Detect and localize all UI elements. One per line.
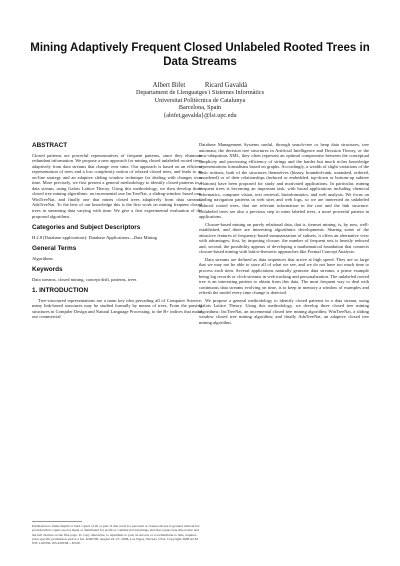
- author-1: Albert Bifet: [152, 82, 186, 89]
- categories-text: H.2.8 [Database applications]: Database Applications—Data Mining: [32, 234, 157, 240]
- left-column: [32, 142, 202, 322]
- keywords-heading: Keywords: [32, 266, 63, 274]
- author-email: {abifet,gavalda}@lsi.upc.edu: [163, 111, 237, 119]
- general-terms-heading: General Terms: [32, 245, 77, 253]
- copyright-footnote: [32, 521, 202, 545]
- paper-title: Mining Adaptively Frequent Closed Unlabeled Rooted Trees in Data Streams: [30, 42, 370, 68]
- general-terms-text: Algorithms: [32, 255, 53, 261]
- methodology-paragraph: We propose a general methodology to identify closed patterns in a data stream, using Galois Lattice Theory. Using this methodology, we develop three closed tree mining algorithms: IncTreeNat, an incremental closed tree mining algorithm; WinTreeNat, a sliding window closed tree mining algorithm; and finally AdaTreeNat, an adaptive closed tree mining algorithm.: [199, 297, 369, 325]
- intro-paragraph-continued: Database Management Systems useful, through search-tree or heap data structures, tree automata, the decision tree structures in Artificial Intelligence and Decision Theory, or the now-ubiquitous XML, they often represent an optimal compromise between the conceptual simplicity and processing efficiency of strings and the harder but much richer knowledge representations formalisms based on graphs. Accordingly, a wealth of slight variations of the basic notions, both of the structures themselves (binary, bounded-rank, unranked, ordered, unordered) or of their relationships (induced or embedded, top-down or bottom-up subtree relations) have been proposed for study and motivated applications. In particular, mining frequent trees is becoming an important task, with broad applications including chemical informatics, computer vision, text retrieval, bioinformatics, and web analysis. We focus on finding navigation patterns in web sites and web logs, so we are interested on unlabeled induced rooted trees, that are relevant information in the root and the link structure. Unlabeled trees are also a previous step to mine labeled trees, a more powerful pattern in applications.: [199, 142, 369, 220]
- abstract-paragraph: Closed patterns are powerful representatives of frequent patterns, since they eliminate redundant information. We propose a new approach for mining closed unlabeled rooted trees adaptively from data streams that change over time. Our approach is based on an efficient representation of trees and a low complexity notion of relaxed closed trees, and leads to an on-line strategy and an adaptive sliding window technique for dealing with changes over time. More precisely, we first present a general methodology to identify closed patterns in a data stream, using Galois Lattice Theory. Using this methodology, we then develop three closed tree mining algorithms: an incremental one IncTreeNat, a sliding-window based one, WinTreeNat, and finally one that mines closed trees adaptively from data streams, AdaTreeNat. To the best of our knowledge this is the first work on mining frequent closed trees in streaming data varying with time. We give a first experimental evaluation of the proposed algorithms.: [32, 152, 202, 219]
- author-names: [60, 82, 340, 89]
- footnote-rule: [32, 521, 82, 522]
- introduction-paragraph: Tree-structured representations are a main key idea pervading all of Computer Science; many link-based structures may be studied formally by means of trees. From the parsing structures in Compiler Design and Natural Language Processing, to the B+ indices that make our commercial: [32, 297, 202, 320]
- affiliation-department: Departament de Llenguatges i Sistemes Informàtics: [135, 89, 264, 97]
- keywords-text: Data streams, closed mining, concept drift, patterns, trees: [32, 276, 137, 282]
- right-column: [199, 142, 369, 328]
- affiliation-city: Barcelona, Spain: [178, 104, 222, 112]
- categories-heading: Categories and Subject Descriptors: [32, 224, 141, 232]
- footnote-text: Permission to make digital or hard copies of all or part of this work for personal or classroom use is granted without fee provided that copies are not made or distributed for profit or commercial advantage and that copies bear this notice and the full citation on the first page. To copy otherwise, to republish, to post on servers or to redistribute to lists, requires prior specific permission and/or a fee. KDD’08, August 24–27, 2008, Las Vegas, Nevada, USA. Copyright 2008 ACM 978-1-60558-193-4/08/08 ...$5.00.: [32, 524, 200, 546]
- author-block: [60, 82, 340, 119]
- author-2: Ricard Gavaldà: [204, 82, 248, 89]
- affiliation-university: Universitat Politècnica de Catalunya: [154, 96, 246, 104]
- introduction-heading: 1. INTRODUCTION: [32, 287, 89, 295]
- closure-paragraph: Closure-based mining on purely relational data, that is, itemset mining, is, by now, well-established, and there are interesting algorithmic developments. Sharing some of the attractive features of frequency-based summarization of subsets, it offers an alternative view with advantages; first, by imposing closure, the number of frequent sets is heavily reduced and, second, the possibility appears of developing a mathematical foundation that connects closure-based mining with lattice-theoretic approaches like Formal Concept Analysis.: [199, 221, 369, 255]
- abstract-heading: ABSTRACT: [32, 142, 68, 149]
- data-streams-paragraph: Data streams are defined as data sequences that arrive at high speed. They are so large that we may not be able to store all of what we see, and we do not have too much time to process each item. Several applications naturally generate data streams, a prime example being log records or click-streams in web tracking and personalization. The unlabeled rooted tree is an interesting pattern to obtain from this data. The most frequent way to deal with continuous data streams evolving on time, is to keep in memory a window of examples and refresh the model every time change is detected.: [199, 256, 369, 296]
